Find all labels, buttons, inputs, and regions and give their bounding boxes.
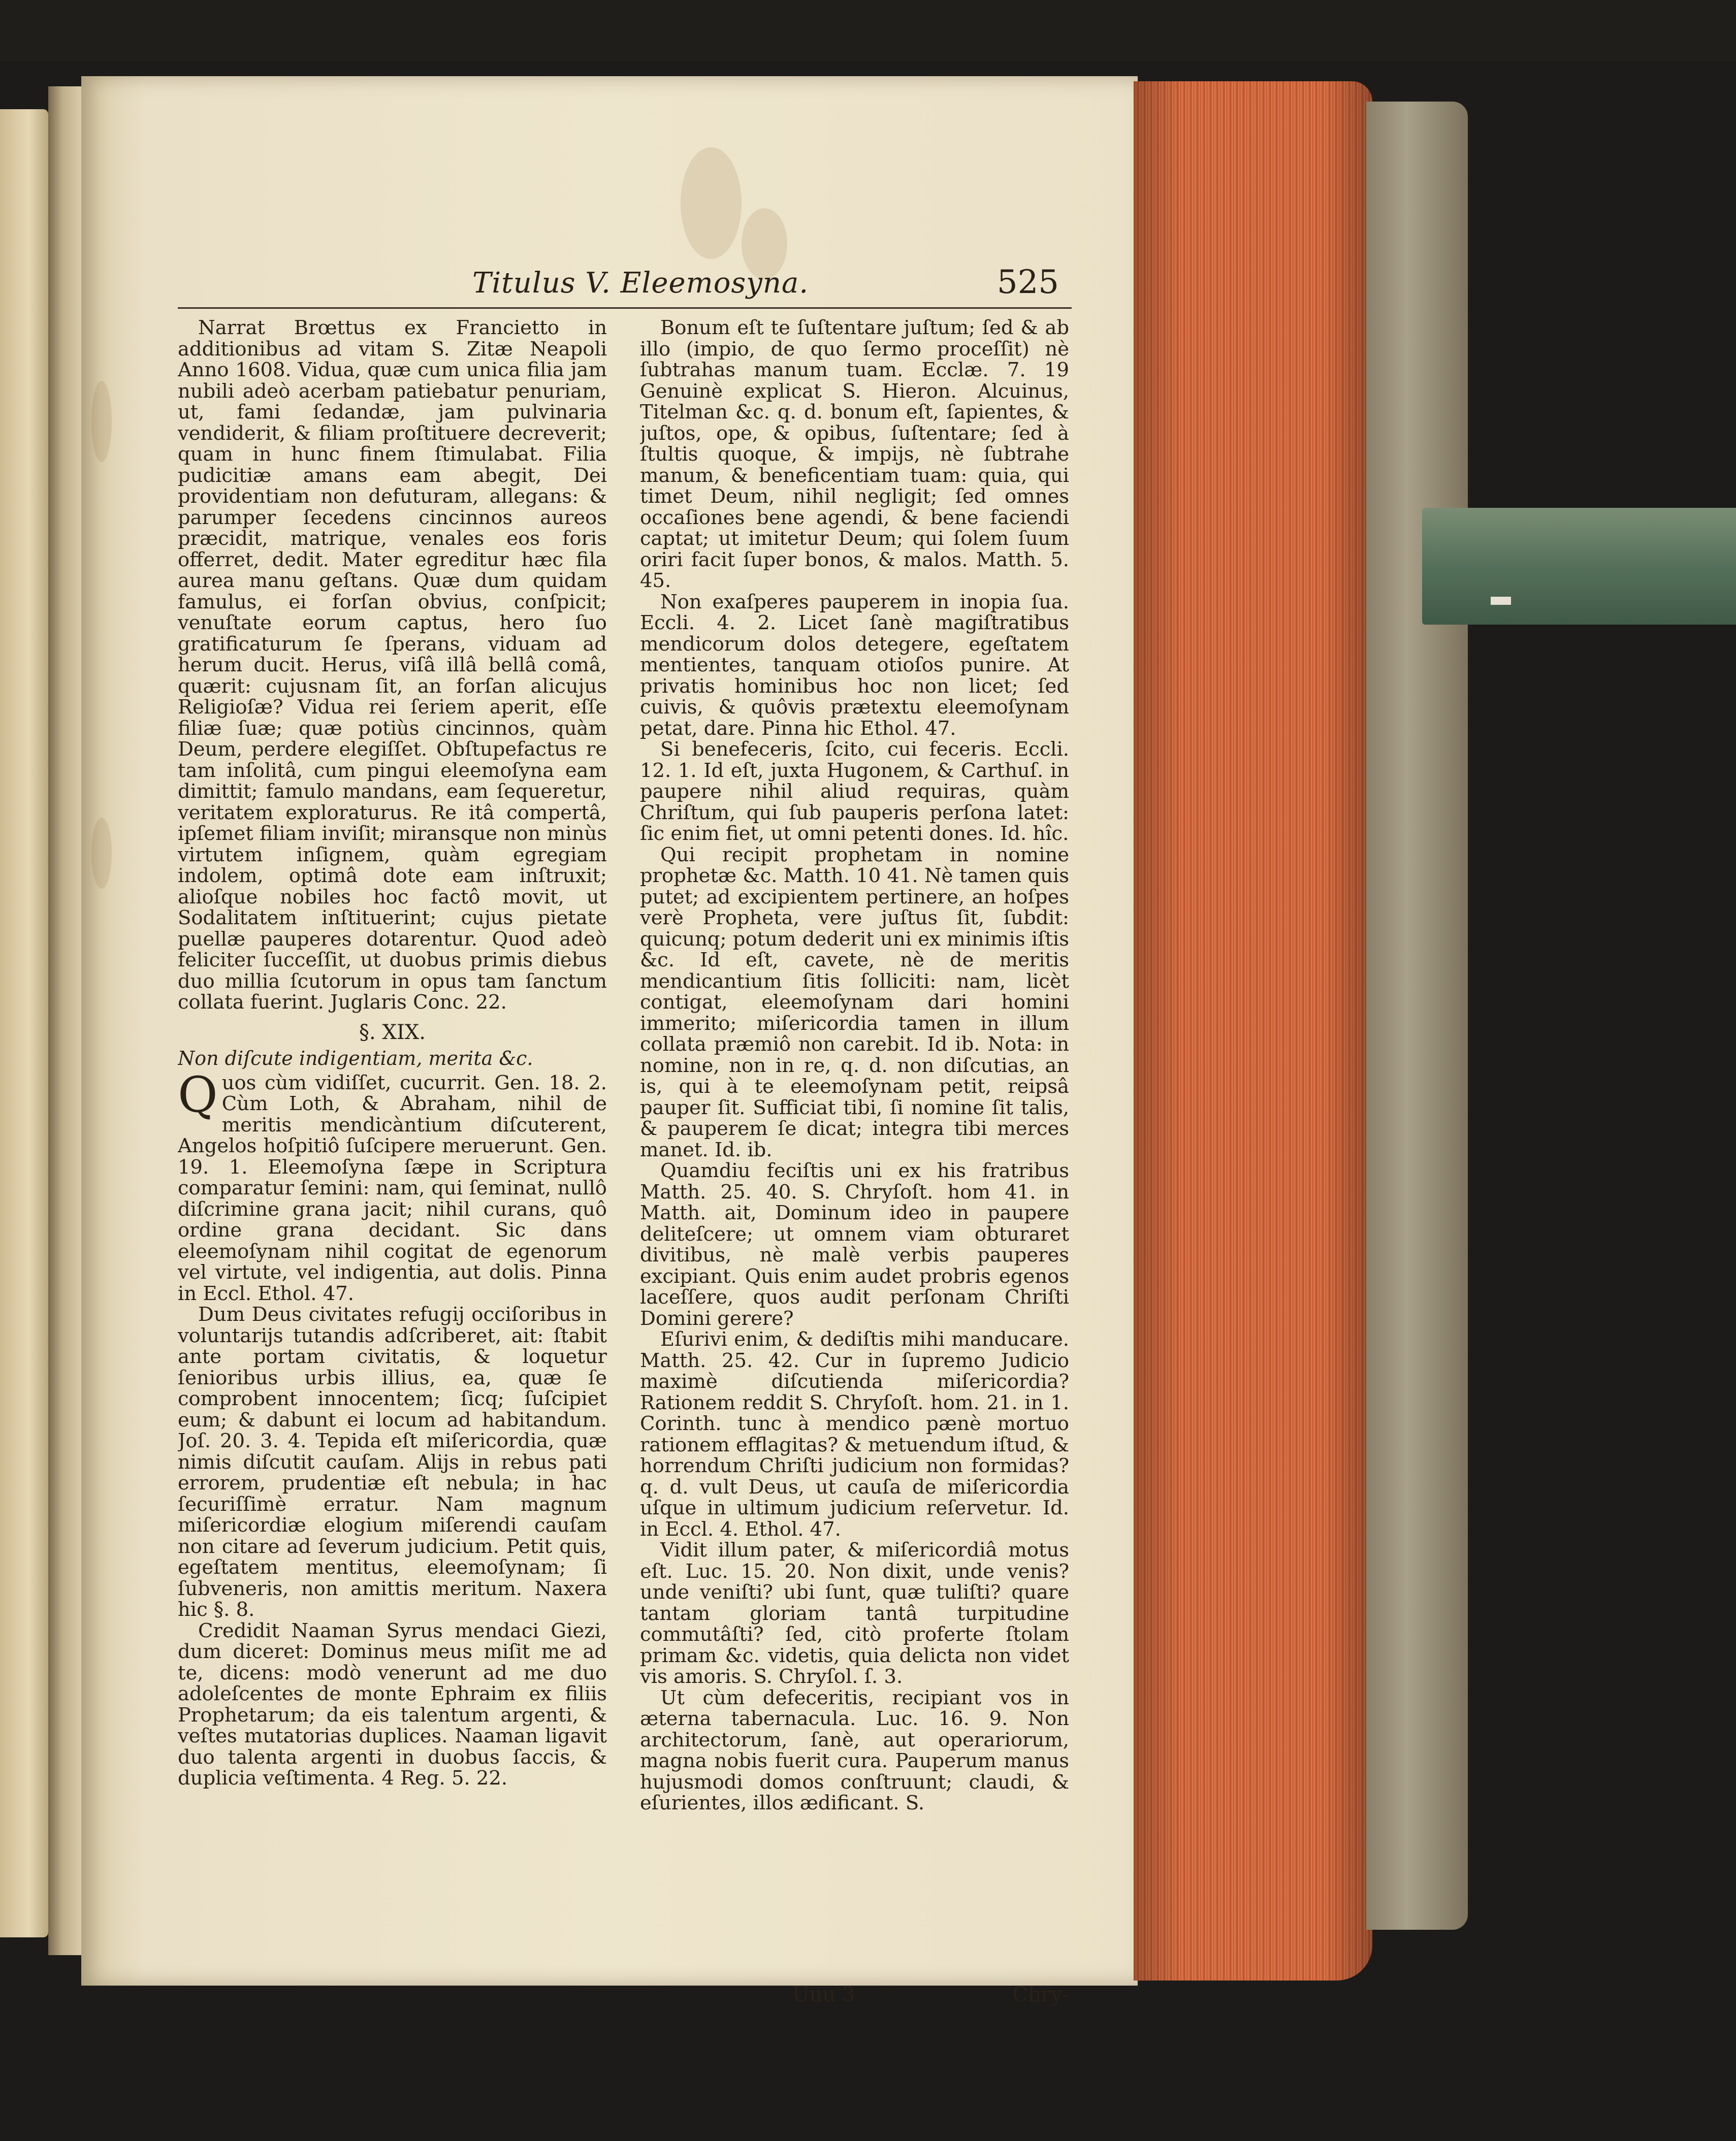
left-column [178, 317, 607, 1978]
running-head [178, 264, 1072, 309]
stain [91, 818, 112, 889]
stain [91, 381, 112, 462]
right-page [81, 76, 1138, 2006]
paragraph-text: uos cùm vidiſſet, cucurrit. Gen. 18. 2. Cùm Loth, & Abraham, nihil de meritis mendicàntium diſcuterent, Angelos hoſpitiô ſuſcipere meruerunt. Gen. 19. 1. Eleemoſyna ſæpe in Scriptura comparatur ſemini: nam, qui ſeminat, nullô diſcrimine grana jacit; nihil curans, quô ordine grana decidant. Sic dans eleemoſynam nihil cogitat de egenorum vel virtute, vel indigentia, aut dolis. Pinna in Eccl. Ethol. 47. [178, 1071, 607, 1305]
catchword: Chry- [1012, 1983, 1069, 2006]
page-number: 525 [996, 264, 1059, 301]
fore-edge-shadow [1134, 81, 1372, 1981]
section-number: §. XIX. [359, 1020, 426, 1044]
paragraph: Qui recipit prophetam in nomine prophetæ &c. Matth. 10 41. Nè tamen quis putet; ad excipientem pertinere, an hoſpes verè Propheta, vere juſtus ſit, ſubdit: quicunq; potum dederit uni ex minimis iſtis &c. Id eſt, cavete, nè de meritis mendicantium ſitis ſolliciti: nam, licèt contigat, eleemoſynam dari homini immerito; miſericordia tamen in illum collata præmiô non carebit. Id ib. Nota: in nomine, non in re, q. d. non diſcutias, an is, qui à te eleemoſynam petit, reipsâ pauper ſit. Sufficiat tibi, ſi nomine ſit talis, & pauperem ſe dicat; integra tibi merces manet. Id. ib. [640, 843, 1069, 1161]
paragraph: Quamdiu feciſtis uni ex his fratribus Matth. 25. 40. S. Chryſoſt. hom 41. in Matth. ait, Dominum ideo in paupere deliteſcere; ut omnem viam obturaret divitibus, nè malè verbis pauperes excipiant. Quis enim audet probris egenos laceſſere, quos audit perſonam Chriſti Domini gerere? [640, 1159, 1069, 1330]
paragraph: Vidit illum pater, & miſericordiâ motus eſt. Luc. 15. 20. Non dixit, unde venis? unde veniſti? ubi ſunt, quæ tuliſti? quare tantam gloriam tantâ turpitudine commutâſti? ſed, citò proferte ſtolam primam &c. videtis, quia delicta non videt vis amoris. S. Chryſol. ſ. 3. [640, 1539, 1069, 1688]
paragraph: Ut cùm defeceritis, recipiant vos in æterna tabernacula. Luc. 16. 9. Non architectorum, ſanè, aut operariorum, magna nobis fuerit cura. Pauperum manus hujusmodi domos conſtruunt; claudi, & eſurientes, illos ædificant. S. [640, 1686, 1069, 1814]
paragraph: Eſurivi enim, & dediſtis mihi manducare. Matth. 25. 42. Cur in ſupremo Judicio maximè diſcutienda miſericordia? Rationem reddit S. Chryſoſt. hom. 21. in 1. Corinth. tunc à mendico pænè mortuo rationem efflagitas? & metuendum iſtud, & horrendum Chriſti judicium non formidas? q. d. vult Deus, ut cauſa de miſericordia uſque in ultimum judicium reſervetur. Id. in Eccl. 4. Ethol. 47. [640, 1328, 1069, 1541]
paragraph: Bonum eſt te ſuſtentare juſtum; ſed & ab illo (impio, de quo ſermo proceſſit) nè ſubtrahas manum tuam. Ecclæ. 7. 19 Genuinè explicat S. Hieron. Alcuinus, Titelman &c. q. d. bonum eſt, ſapientes, & juſtos, ope, & opibus, ſuſtentare; ſed à ſtultis quoque, & impijs, nè ſubtrahe manum, & beneficentiam tuam: quia, qui timet Deum, nihil negligit; ſed omnes occaſiones bene agendi, & bene faciendi captat; ut imitetur Deum; qui ſolem ſuum oriri facit ſuper bonos, & malos. Matth. 5. 45. [640, 317, 1069, 592]
paragraph: Dum Deus civitates refugij occiſoribus in voluntarijs tutandis adſcriberet, ait: ſtabit ante portam civitatis, & loquetur ſenioribus urbis illius, ea, quæ ſe comprobent innocentem; ſicq; ſuſcipiet eum; & dabunt ei locum ad habitandum. Joſ. 20. 3. 4. Tepida eſt miſericordia, quæ nimis diſcutit cauſam. Alijs in rebus pati errorem, prudentiæ eſt nebula; in hac ſecuriſſimè erratur. Nam magnum miſericordiæ elogium miſerendi cauſam non citare ad ſeverum judicium. Petit quis, egeſtatem mentitus, eleemoſynam; ſi ſubveneris, non amittis meritum. Naxera hic §. 8. [178, 1303, 607, 1621]
text-block [178, 196, 1072, 2006]
drop-capital: Q [178, 1066, 218, 1123]
page-footer [640, 1983, 1069, 2008]
signature-mark: Uuu 3 [792, 1983, 855, 2006]
section-subtitle: Non diſcute indigentiam, merita &c. [178, 1047, 533, 1069]
right-column [640, 317, 1069, 1978]
page-title: Titulus V. Eleemosyna. [472, 267, 809, 300]
paragraph [178, 1066, 607, 1305]
book-gutter [48, 86, 84, 1955]
scan-background [0, 0, 1736, 61]
paragraph: Si benefeceris, ſcito, cui feceris. Eccli. 12. 1. Id eſt, juxta Hugonem, & Carthuſ. in paupere nihil aliud requiras, quàm Chriſtum, qui ſub pauperis perſona latet: ſic enim fiet, ut omni petenti dones. Id. hîc. [640, 738, 1069, 845]
metal-clasp [1422, 508, 1736, 625]
paragraph: Narrat Brœttus ex Francietto in additionibus ad vitam S. Zitæ Neapoli Anno 1608. Vidua, quæ cum unica filia jam nubili adeò acerbam patiebatur penuriam, ut, fami ſedandæ, jam pulvinaria vendiderit, & filiam proſtituere decreverit; quam in hunc finem ſtimulabat. Filia pudicitiæ amans eam abegit, Dei providentiam non defuturam, allegans: & parumper ſecedens cincinnos aureos præcidit, matrique, venales eos foris offerret, dedit. Mater egreditur hæc fila aurea manu geſtans. Quæ dum quidam famulus, ei forſan obvius, conſpicit; venuſtate eorum captus, hero ſuo gratificaturum ſe ſperans, viduam ad herum ducit. Herus, viſâ illâ bellâ comâ, quærit: cujusnam ſit, an forſan alicujus Religioſæ? Vidua rei ſeriem aperit, eſſe filiæ ſuæ; quæ potiùs cincinnos, quàm Deum, perdere elegiſſet. Obſtupefactus re tam inſolitâ, cum pingui eleemoſyna eam dimittit; famulo mandans, eam ſequeretur, veritatem exploraturus. Re itâ compertâ, ipſemet filiam inviſit; miransque non minùs virtutem inſignem, quàm egregiam indolem, optimâ dote eam inſtruxit; alioſque nobiles hoc factô movit, ut Sodalitatem inſtituerint; cujus pietate puellæ pauperes dotarentur. Quod adeò feliciter ſucceſſit, ut duobus primis diebus duo millia ſcutorum in opus tam ſanctum collata fuerint. Juglaris Conc. 22. [178, 317, 607, 1014]
paragraph: Non exaſperes pauperem in inopia ſua. Eccli. 4. 2. Licet ſanè magiſtratibus mendicorum dolos detegere, egeſtatem mentientes, tanquam otioſos punire. At privatis hominibus hoc non licet; ſed cuivis, & quôvis prætextu eleemoſynam petat, dare. Pinna hic Ethol. 47. [640, 590, 1069, 740]
clasp-rivet [1491, 597, 1511, 605]
paragraph: Credidit Naaman Syrus mendaci Giezi, dum diceret: Dominus meus miſit me ad te, dicens: modò venerunt ad me duo adoleſcentes de monte Ephraim ex filiis Prophetarum; da eis talentum argenti, & veſtes mutatorias duplices. Naaman ligavit duo talenta argenti in duobus ſaccis, & duplicia veſtimenta. 4 Reg. 5. 22. [178, 1619, 607, 1790]
binding-board [1366, 102, 1468, 1930]
left-page-edge [0, 109, 48, 1937]
